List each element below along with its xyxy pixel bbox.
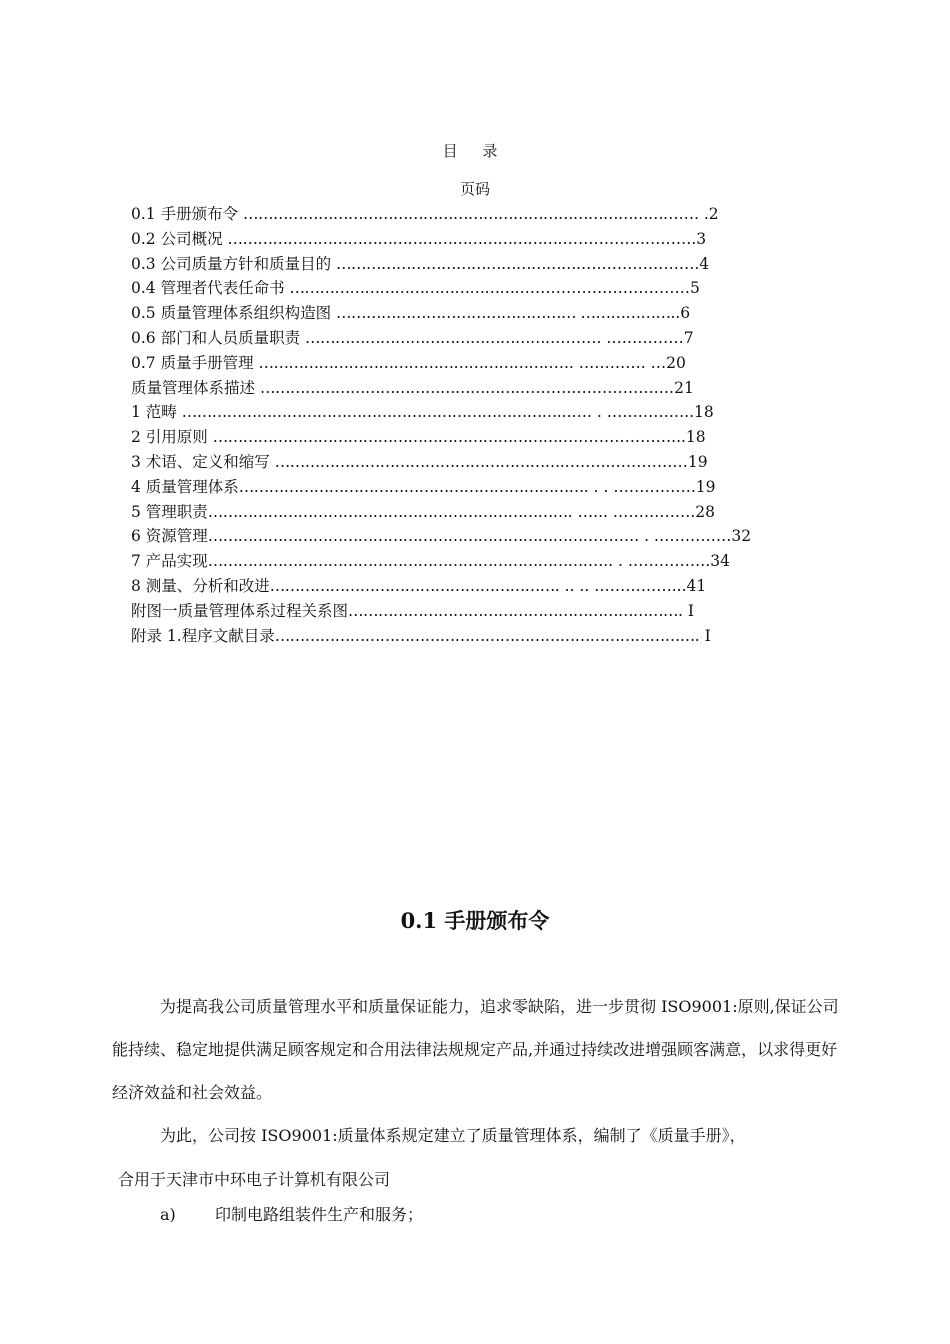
toc-entry-leader: ………………………………………………………… — [227, 229, 558, 248]
toc-entry-page: ..6 — [670, 304, 691, 323]
toc-entry[interactable] — [131, 624, 821, 649]
toc-entry-title: 3 术语、定义和缩写 — [131, 452, 275, 471]
list-item — [160, 1200, 423, 1230]
toc-entry-title: 0.3 公司质量方针和质量目的 — [131, 254, 337, 273]
toc-entry-page: .…………….……….3 — [557, 229, 707, 248]
toc-list — [131, 202, 821, 648]
toc-page-column-header: 页码 — [459, 180, 490, 198]
toc-entry-title: 0.4 管理者代表任命书 — [131, 279, 290, 298]
toc-entry[interactable] — [131, 351, 821, 376]
toc-entry-page: ...…. . ……………..18 — [556, 403, 714, 422]
toc-entry-page: .………. ……………7 — [545, 328, 694, 347]
toc-entry-leader: ………………………………………………………………………… — [243, 205, 664, 223]
toc-entry-page: …….…. . ……………32 — [582, 527, 752, 546]
list-item-text: 印制电路组装件生产和服务； — [215, 1205, 424, 1224]
toc-title: 目 录 — [442, 142, 508, 160]
toc-entry-leader: ………………………………………………………………………… — [274, 626, 695, 645]
toc-entry-leader: ………………………………………………………………… — [181, 403, 557, 422]
toc-entry-title: 附录 1.程序文献目录 — [131, 626, 275, 645]
toc-entry-title: 4 质量管理体系 — [131, 477, 239, 496]
toc-entry[interactable] — [131, 450, 821, 475]
toc-entry-leader: ………………………………………………… — [258, 353, 544, 372]
intro-paragraph: 为提高我公司质量管理水平和质量保证能力，追求零缺陷，进一步贯彻 ISO9001:原则,保证公司能持续、稳定地提供满足顾客规定和合用法律法规规定产品,并通过持续改进增强顾客满意，以求得更好经济效益和社会效益。 — [112, 997, 839, 1102]
toc-entry-leader: ……………………………………………………………… — [207, 502, 568, 521]
toc-entry-page: . …... …………….28 — [567, 502, 716, 521]
toc-entry-page: .….. …………. …20 — [543, 353, 686, 372]
toc-entry-leader: ………………………………………………………………… — [207, 552, 583, 571]
toc-entry-page: . Ⅰ — [678, 601, 694, 620]
toc-entry-leader: ………………………………………… — [305, 328, 546, 347]
section-heading: 0.1 手册颁布令 — [400, 908, 550, 933]
toc-entry-leader: …………………………………………………………… — [238, 477, 584, 496]
toc-entry[interactable] — [131, 425, 821, 450]
toc-entry-title: 质量管理体系描述 — [131, 378, 260, 397]
toc-entry-page: .….…..……………19 — [559, 452, 708, 471]
scope-paragraph: 为此，公司按 ISO9001:质量体系规定建立了质量管理体系，编制了《质量手册》， — [160, 1126, 746, 1145]
toc-entry-title: 0.5 质量管理体系组织构造图 — [131, 304, 337, 323]
applicability-line: 合用于天津市中环电子计算机有限公司 — [118, 1170, 391, 1189]
toc-entry-page: .….……………….4 — [576, 254, 710, 273]
toc-entry-title: 0.2 公司概况 — [131, 229, 228, 248]
toc-entry-title: 5 管理职责 — [131, 502, 208, 521]
toc-entry-title: 附图一质量管理体系过程关系图 — [131, 601, 349, 620]
toc-entry[interactable] — [131, 326, 821, 351]
toc-entry-title: 7 产品实现 — [131, 552, 208, 571]
toc-entry-leader: …………………………………………………………… — [212, 428, 558, 447]
toc-entry-leader: ………………………………………………… — [274, 452, 560, 471]
toc-entry[interactable] — [131, 400, 821, 425]
toc-entry-title: 8 测量、分析和改进 — [131, 576, 270, 595]
toc-entry-leader: ………………………………………………… — [269, 576, 555, 595]
toc-entry[interactable] — [131, 475, 821, 500]
toc-entry-page: ….………………...18 — [557, 428, 706, 447]
toc-entry-leader: ………………………………………………………………… — [207, 527, 583, 546]
toc-entry-title: 0.1 手册颁布令 — [131, 205, 244, 223]
toc-entry[interactable] — [131, 549, 821, 574]
toc-entry-page: …... . …………….34 — [582, 552, 731, 571]
toc-entry-page: .……….….………….…21 — [514, 378, 694, 397]
toc-entry-page: ……. .2 — [663, 205, 719, 223]
toc-entry-page: .……………………………5 — [514, 279, 700, 298]
toc-entry-leader: ……………………………………… — [289, 279, 515, 298]
toc-entry-leader: ………………………………………… — [336, 254, 577, 273]
toc-entry-page: . Ⅰ — [694, 626, 711, 645]
toc-entry[interactable] — [131, 574, 821, 599]
toc-entry[interactable] — [131, 252, 821, 277]
toc-entry[interactable] — [131, 376, 821, 401]
toc-entry[interactable] — [131, 500, 821, 525]
toc-entry[interactable] — [131, 276, 821, 301]
toc-entry[interactable] — [131, 227, 821, 252]
toc-entry-page: . .. .. ……………...41 — [554, 576, 707, 595]
toc-entry-title: 1 范畴 — [131, 403, 182, 422]
toc-entry-title: 6 资源管理 — [131, 527, 208, 546]
toc-entry-leader: …………………………………………… — [259, 378, 515, 397]
toc-entry-title: 0.7 质量手册管理 — [131, 353, 259, 372]
list-marker: a) — [160, 1205, 176, 1224]
toc-entry[interactable] — [131, 301, 821, 326]
toc-entry[interactable] — [131, 524, 821, 549]
toc-entry[interactable] — [131, 202, 821, 227]
toc-entry[interactable] — [131, 599, 821, 624]
toc-entry-leader: ………………………………………………………… — [348, 601, 679, 620]
toc-entry-title: 0.6 部门和人员质量职责 — [131, 328, 306, 347]
toc-entry-page: . . . …………….19 — [583, 477, 716, 496]
toc-entry-title: 2 引用原则 — [131, 428, 213, 447]
toc-entry-leader: ………………………………………… ……………… — [336, 304, 671, 323]
